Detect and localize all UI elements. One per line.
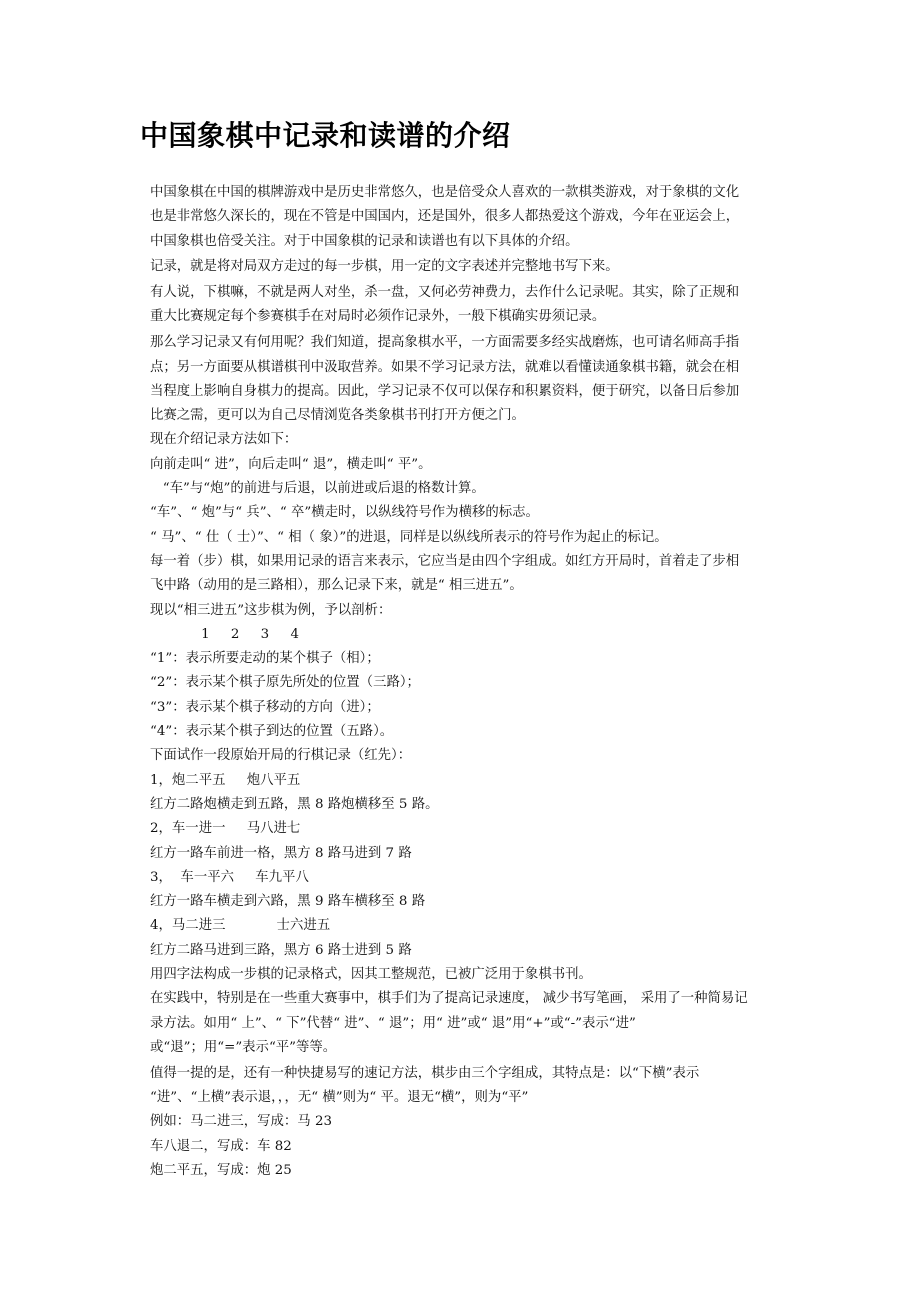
paragraph-line: 当程度上影响自身棋力的提高。因此，学习记录不仅可以保存和积累资料，便于研究，以备日后参加 — [150, 383, 740, 399]
paragraph-line: 记录，就是将对局双方走过的每一步棋，用一定的文字表述并完整地书写下来。 — [150, 259, 619, 275]
document-body — [150, 181, 800, 1183]
paragraph-line: 也是非常悠久深长的，现在不管是中国国内，还是国外，很多人都热爱这个游戏，今年在亚运会上， — [150, 209, 740, 225]
paragraph-line: 点；另一方面要从棋谱棋刊中汲取营养。如果不学习记录方法，就难以看懂读通象棋书籍，就会在相 — [150, 359, 740, 375]
example-line: 例如：马二进三，写成：马 23 — [150, 1114, 332, 1130]
paragraph-line: 中国象棋在中国的棋牌游戏中是历史非常悠久，也是倍受众人喜欢的一款棋类游戏，对于象棋的文化 — [150, 185, 740, 200]
paragraph-line: “ 马”、“ 仕（ 士）”、“ 相（ 象）”的进退，同样是以纵线所表示的符号作为起止的标记。 — [150, 529, 668, 545]
paragraph-line: 那么学习记录又有何用呢？我们知道，提高象棋水平，一方面需要多经实战磨炼，也可请名师高手指 — [150, 335, 740, 351]
paragraph-line: 红方一路车前进一格，黑方 8 路马进到 7 路 — [150, 845, 412, 861]
paragraph-line: “车”与“炮”的前进与后退，以前进或后退的格数计算。 — [150, 481, 485, 497]
move-record-line: 3， 车一平六 车九平八 — [150, 869, 309, 885]
example-line: 车八退二，写成：车 82 — [150, 1138, 292, 1154]
paragraph-line: “2”：表示某个棋子原先所处的位置（三路）； — [150, 675, 420, 691]
paragraph-line: “车”、“ 炮”与“ 兵”、“ 卒”横走时，以纵线符号作为横移的标志。 — [150, 505, 539, 521]
move-record-line: 1，炮二平五 炮八平五 — [150, 772, 301, 788]
paragraph-line: 现以“相三进五”这步棋为例，予以剖析： — [150, 602, 392, 618]
paragraph-line: 飞中路（动用的是三路相），那么记录下来，就是“ 相三进五”。 — [150, 578, 523, 594]
paragraph-line: 现在介绍记录方法如下： — [150, 432, 298, 448]
paragraph-line: 下面试作一段原始开局的行棋记录（红先）： — [150, 748, 412, 764]
paragraph-line: 在实践中，特别是在一些重大赛事中，棋手们为了提高记录速度， 减少书写笔画， 采用了一种简易记 — [150, 991, 748, 1007]
document-title: 中国象棋中记录和读谱的介绍 — [140, 119, 511, 152]
paragraph-line: “3”：表示某个棋子移动的方向（进）； — [150, 699, 380, 715]
paragraph-line: 重大比赛规定每个参赛棋手在对局时必须作记录外，一般下棋确实毋须记录。 — [150, 309, 606, 325]
paragraph-line: 比赛之需，更可以为自己尽情浏览各类象棋书刊打开方便之门。 — [150, 408, 525, 424]
paragraph-line: 红方二路马进到三路，黑方 6 路士进到 5 路 — [150, 942, 412, 958]
paragraph-line: 中国象棋也倍受关注。对于中国象棋的记录和读谱也有以下具体的介绍。 — [150, 233, 579, 249]
paragraph-line: “4”：表示某个棋子到达的位置（五路）。 — [150, 724, 394, 740]
paragraph-line: 录方法。如用“ 上”、“ 下”代替“ 进”、“ 退”；用“ 进”或“ 退”用“+”或“-”表示“进” — [150, 1015, 636, 1031]
paragraph-line: 红方二路炮横走到五路，黑 8 路炮横移至 5 路。 — [150, 796, 439, 812]
paragraph-line: “1”：表示所要走动的某个棋子（相）； — [150, 651, 380, 667]
paragraph-line: 值得一提的是，还有一种快捷易写的速记方法，棋步由三个字组成，其特点是：以“下横”表示 — [150, 1065, 700, 1081]
move-record-line: 2，车一进一 马八进七 — [150, 821, 301, 837]
paragraph-line: 每一着（步）棋，如果用记录的语言来表示，它应当是由四个字组成。如红方开局时，首着走了步相 — [150, 553, 740, 569]
example-line: 炮二平五，写成：炮 25 — [150, 1162, 292, 1178]
paragraph-line: 红方一路车横走到六路，黑 9 路车横移至 8 路 — [150, 894, 426, 910]
paragraph-line: 或“退”；用“=”表示“平”等等。 — [150, 1039, 337, 1055]
paragraph-line: “进”、“上横”表示退，，，无“ 横”则为“ 平。退无“横”，则为“平” — [150, 1089, 529, 1105]
paragraph-line: 向前走叫“ 进”，向后走叫“ 退”，横走叫“ 平”。 — [150, 456, 432, 472]
move-record-line: 4，马二进三 士六进五 — [150, 918, 331, 934]
paragraph-line: 有人说，下棋嘛，不就是两人对坐，杀一盘，又何必劳神费力，去作什么记录呢。其实，除了正规和 — [150, 285, 740, 301]
notation-index-row: 1 2 3 4 — [150, 626, 300, 642]
paragraph-line: 用四字法构成一步棋的记录格式，因其工整规范，已被广泛用于象棋书刊。 — [150, 967, 592, 982]
